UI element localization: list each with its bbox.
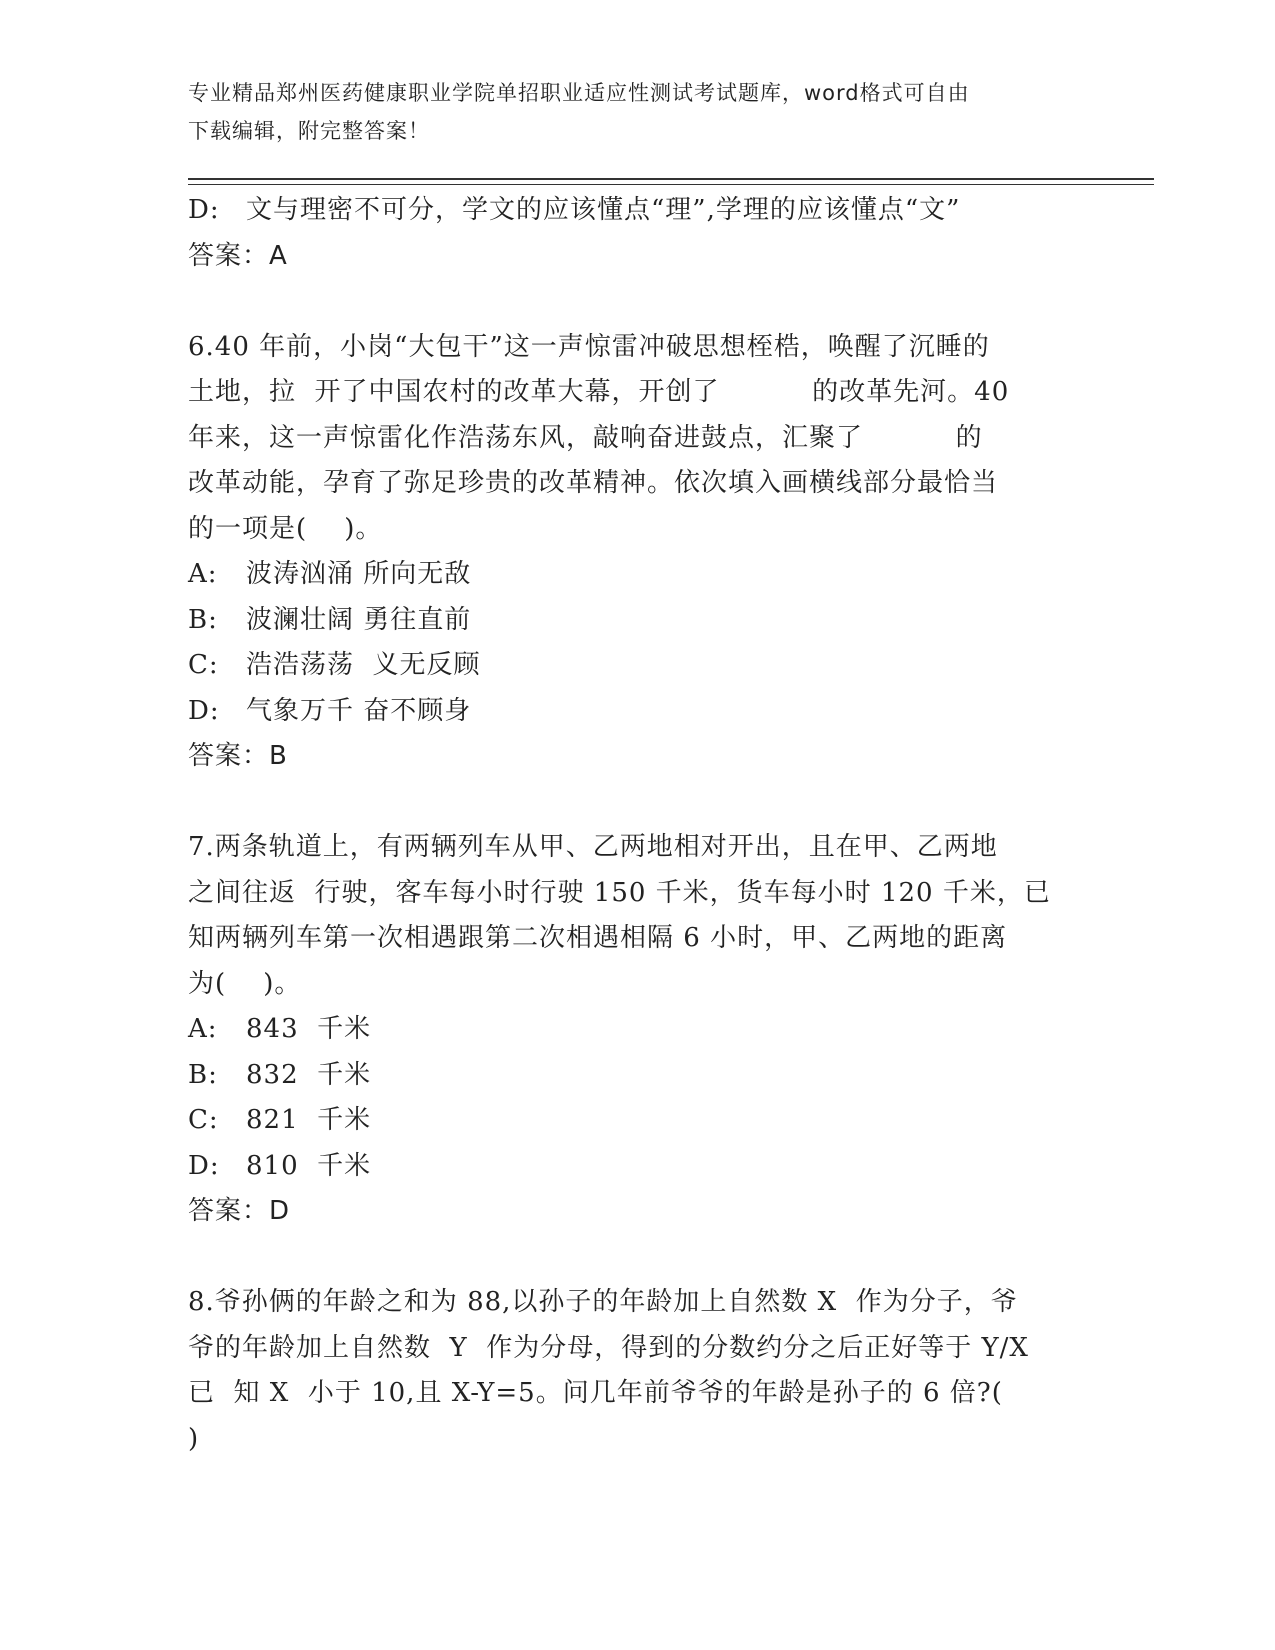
question-line: 的一项是( )。 — [188, 513, 383, 544]
option-label: A: — [188, 559, 218, 589]
option-c — [188, 1098, 1088, 1144]
spacer — [188, 1235, 1088, 1281]
option-text: 文与理密不可分，学文的应该懂点“理”,学理的应该懂点“文” — [246, 195, 961, 225]
question-line: 之间往返 行驶，客车每小时行驶 150 千米，货车每小时 120 千米，已 — [188, 877, 1051, 908]
question-line: 8.爷孙俩的年龄之和为 88,以孙子的年龄加上自然数 X 作为分子，爷 — [188, 1287, 1018, 1317]
question-line: 改革动能，孕育了弥足珍贵的改革精神。依次填入画横线部分最恰当 — [188, 468, 999, 498]
question-8 — [188, 1280, 1088, 1462]
question-line: 爷的年龄加上自然数 Y 作为分母，得到的分数约分之后正好等于 Y/X — [188, 1332, 1029, 1363]
question-6 — [188, 325, 1088, 780]
option-label: B: — [188, 604, 218, 635]
option-d — [188, 1144, 1088, 1190]
question-line: 年来，这一声惊雷化作浩荡东风，敲响奋进鼓点，汇聚了 的 — [188, 422, 983, 453]
option-c — [188, 643, 1088, 689]
document-body — [188, 188, 1088, 1462]
option-label: B: — [188, 1059, 218, 1090]
option-label: D: — [188, 195, 220, 225]
prev-option-d — [188, 188, 1088, 234]
option-label: C: — [188, 650, 219, 680]
option-a — [188, 552, 1088, 598]
option-text: 浩浩荡荡 义无反顾 — [246, 650, 481, 680]
option-b — [188, 598, 1088, 644]
question-line: 土地，拉 开了中国农村的改革大幕，开创了 的改革先河。40 — [188, 377, 1010, 407]
answer: 答案：D — [188, 1196, 291, 1226]
question-line: 已 知 X 小于 10,且 X-Y=5。问几年前爷爷的年龄是孙子的 6 倍?( — [188, 1378, 1003, 1408]
document-header — [188, 74, 1068, 150]
header-rule-thin — [188, 184, 1154, 185]
option-text: 波涛汹涌 所向无敌 — [246, 559, 472, 589]
answer: 答案：B — [188, 741, 288, 771]
question-line: 7.两条轨道上，有两辆列车从甲、乙两地相对开出，且在甲、乙两地 — [188, 832, 998, 862]
option-text: 821 千米 — [246, 1105, 372, 1135]
option-a — [188, 1007, 1088, 1053]
option-text: 843 千米 — [246, 1014, 372, 1044]
header-line-1: 专业精品郑州医药健康职业学院单招职业适应性测试考试题库，word格式可自由 — [188, 81, 970, 105]
option-label: D: — [188, 695, 220, 726]
option-label: A: — [188, 1014, 218, 1044]
option-text: 气象万千 奋不顾身 — [246, 695, 472, 726]
option-text: 波澜壮阔 勇往直前 — [246, 604, 472, 635]
option-text: 810 千米 — [246, 1150, 372, 1181]
spacer — [188, 780, 1088, 826]
question-line: 6.40 年前，小岗“大包干”这一声惊雷冲破思想桎梏，唤醒了沉睡的 — [188, 331, 990, 362]
option-label: C: — [188, 1105, 219, 1135]
prev-answer: 答案：A — [188, 240, 288, 271]
option-d — [188, 689, 1088, 735]
spacer — [188, 279, 1088, 325]
option-text: 832 千米 — [246, 1059, 372, 1090]
header-rule-thick — [188, 178, 1154, 180]
question-line: ) — [188, 1423, 200, 1454]
question-line: 知两辆列车第一次相遇跟第二次相遇相隔 6 小时，甲、乙两地的距离 — [188, 923, 1008, 953]
option-b — [188, 1053, 1088, 1099]
header-line-2: 下载编辑，附完整答案！ — [188, 119, 430, 143]
option-label: D: — [188, 1150, 220, 1181]
question-line: 为( )。 — [188, 968, 302, 999]
question-7 — [188, 825, 1088, 1235]
